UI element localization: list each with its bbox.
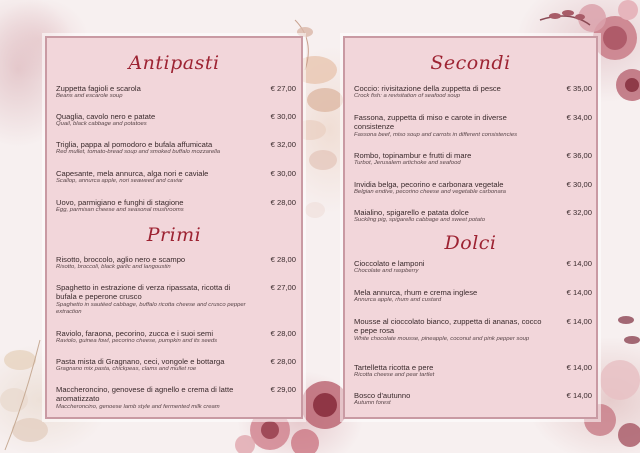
item-description: Belgian endive, pecorino cheese and vegetable carbonara <box>354 189 506 196</box>
menu-item <box>56 385 296 411</box>
item-price: € 14,00 <box>566 259 592 268</box>
item-price: € 30,00 <box>270 112 296 121</box>
item-name: Risotto, broccolo, aglio nero e scampo <box>56 255 186 264</box>
menu-item <box>56 169 296 186</box>
item-name: Spaghetto in estrazione di verza ripassata, ricotta di bufala e peperone crusco <box>56 283 231 302</box>
item-price: € 28,00 <box>270 329 296 338</box>
menu-item <box>354 151 592 168</box>
item-name: Tartelletta ricotta e pere <box>354 363 434 372</box>
item-description: Risotto, broccoli, black garlic and langoustin <box>56 264 171 271</box>
menu-item <box>354 317 592 343</box>
item-name: Zuppetta fagioli e scarola <box>56 84 141 93</box>
item-description: Maccheroncino, genoese lamb style and fermented milk cream <box>56 403 220 410</box>
item-price: € 14,00 <box>566 391 592 400</box>
item-price: € 29,00 <box>270 385 296 394</box>
secondi-title: Secondi <box>430 52 511 74</box>
item-name: Uovo, parmigiano e funghi di stagione <box>56 198 184 207</box>
item-description: Autumn forest <box>354 400 391 407</box>
menu-item <box>56 283 296 316</box>
item-name: Maccheroncino, genovese di agnello e crema di latte aromatizzato <box>56 385 234 404</box>
item-price: € 28,00 <box>270 198 296 207</box>
item-description: Egg, parmisan cheese and seasonal mushrooms <box>56 207 184 214</box>
menu-item <box>354 363 592 380</box>
item-name: Mela annurca, rhum e crema inglese <box>354 288 478 297</box>
item-name: Coccio: rivisitazione della zuppetta di pesce <box>354 84 501 93</box>
item-description: Turbot, Jerusalem artichoke and seafood <box>354 160 461 167</box>
item-description: Chocolate and raspberry <box>354 268 419 275</box>
item-name: Capesante, mela annurca, alga nori e caviale <box>56 169 209 178</box>
menu-item <box>56 140 296 157</box>
menu-item <box>354 208 592 225</box>
item-price: € 14,00 <box>566 317 592 326</box>
menu-item <box>56 84 296 101</box>
item-name: Cioccolato e lamponi <box>354 259 425 268</box>
menu-item <box>354 113 592 139</box>
menu-item <box>354 288 592 305</box>
menu-item <box>354 84 592 101</box>
item-price: € 35,00 <box>566 84 592 93</box>
menu-item <box>56 198 296 215</box>
item-description: Suckling pig, spigarello cabbage and sweet potato <box>354 217 485 224</box>
item-name: Rombo, topinambur e frutti di mare <box>354 151 472 160</box>
menu-item <box>56 112 296 129</box>
dolci-title: Dolci <box>444 232 497 254</box>
menu-panel-left <box>45 36 303 419</box>
item-description: Scallop, annurca apple, nori seaweed and caviar <box>56 178 184 185</box>
item-description: Spaghetto in sautéed cabbage, buffalo ricotta cheese and crusco pepper extraction <box>56 301 246 316</box>
menu-item <box>354 180 592 197</box>
item-price: € 14,00 <box>566 288 592 297</box>
item-description: Red mullet, tomato-bread soup and smoked buffalo mozzarella <box>56 149 221 156</box>
item-price: € 30,00 <box>270 169 296 178</box>
item-name: Maialino, spigarello e patata dolce <box>354 208 469 217</box>
item-name: Fassona, zuppetta di miso e carote in diverse consistenze <box>354 113 507 132</box>
item-name: Invidia belga, pecorino e carbonara vegetale <box>354 180 504 189</box>
antipasti-title: Antipasti <box>128 52 220 74</box>
item-price: € 30,00 <box>566 180 592 189</box>
item-name: Pasta mista di Gragnano, ceci, vongole e bottarga <box>56 357 225 366</box>
item-price: € 28,00 <box>270 357 296 366</box>
item-description: Fassona beef, miso soup and carrots in different consistencies <box>354 131 518 138</box>
item-description: White chocolate mousse, pineapple, coconut and pink pepper soup <box>354 335 530 342</box>
item-description: Beans and escarole soup <box>56 93 123 100</box>
item-price: € 27,00 <box>270 283 296 292</box>
item-price: € 32,00 <box>566 208 592 217</box>
item-price: € 28,00 <box>270 255 296 264</box>
menu-panel-right <box>343 36 598 419</box>
menu-item <box>56 357 296 374</box>
item-description: Raviolo, guinea fowl, pecorino cheese, pumpkin and its seeds <box>56 338 218 345</box>
item-name: Bosco d'autunno <box>354 391 411 400</box>
menu-item <box>56 255 296 272</box>
item-price: € 34,00 <box>566 113 592 122</box>
primi-title: Primi <box>146 224 202 246</box>
item-description: Gragnano mix pasta, chickpeas, clams and mullet roe <box>56 366 197 373</box>
item-name: Quaglia, cavolo nero e patate <box>56 112 156 121</box>
item-description: Quail, black cabbage and potatoes <box>56 121 147 128</box>
item-name: Raviolo, faraona, pecorino, zucca e i suoi semi <box>56 329 214 338</box>
item-description: Crock fish: a revisitation of seafood soup <box>354 93 461 100</box>
menu-item <box>354 391 592 408</box>
item-price: € 32,00 <box>270 140 296 149</box>
menu-item <box>354 259 592 276</box>
item-description: Annurca apple, rhum and custard <box>354 297 442 304</box>
item-price: € 27,00 <box>270 84 296 93</box>
item-name: Mousse al cioccolato bianco, zuppetta di ananas, cocco e pepe rosa <box>354 317 542 336</box>
item-description: Ricotta cheese and pear tartlet <box>354 372 435 379</box>
item-price: € 36,00 <box>566 151 592 160</box>
menu-item <box>56 329 296 346</box>
item-name: Triglia, pappa al pomodoro e bufala affumicata <box>56 140 213 149</box>
item-price: € 14,00 <box>566 363 592 372</box>
